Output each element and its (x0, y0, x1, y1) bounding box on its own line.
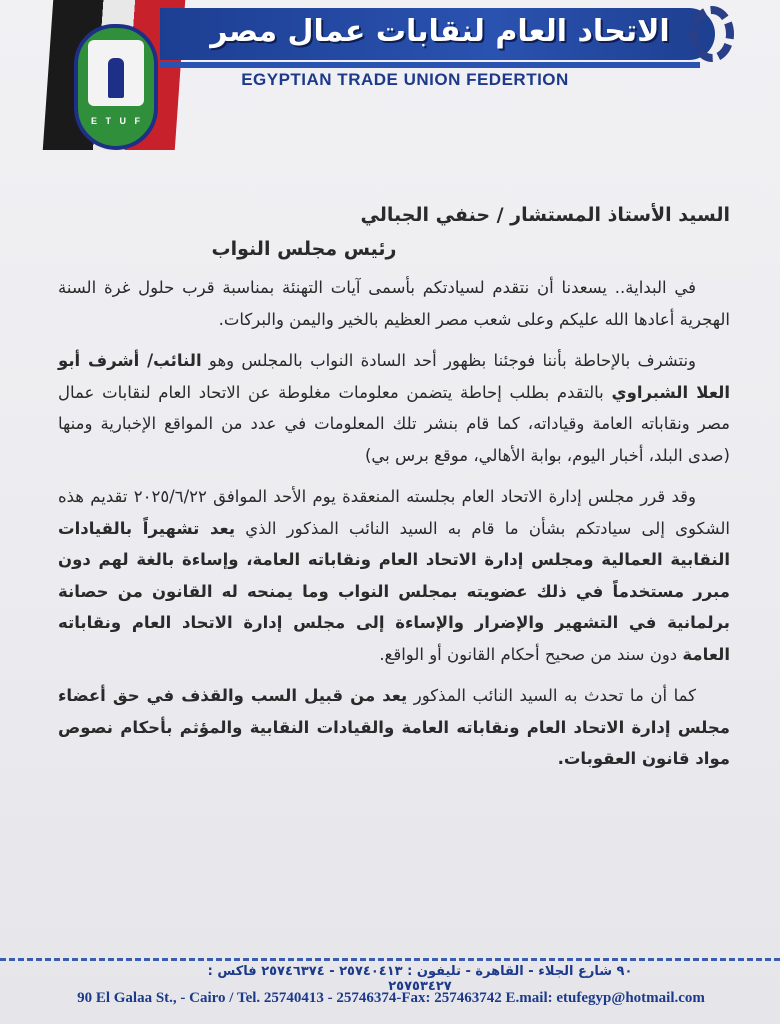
addressee-position: رئيس مجلس النواب (211, 238, 397, 260)
paragraph (58, 481, 730, 670)
letter-body (58, 198, 730, 785)
paragraph-text-bold: النائب/ أشرف أبو العلا الشبراوي (58, 351, 730, 402)
footer-address-arabic: ٩٠ شارع الجلاء - القاهرة - تليفون : ٢٥٧٤٠٤١٣ - ٢٥٧٤٦٣٧٤ فاكس : ٢٥٧٥٣٤٢٧ (207, 964, 633, 994)
paragraph-text: في البداية.. يسعدنا أن نتقدم لسيادتكم بأسمى آيات التهنئة بمناسبة قرب حلول غرة السنة الهجرية أعادها الله عليكم وعلى شعب مصر العظيم بالخير واليمن والبركات. (58, 278, 730, 329)
paragraph-text: كما أن ما تحدث به السيد النائب المذكور (407, 686, 696, 705)
header-title-english: EGYPTIAN TRADE UNION FEDERTION (241, 70, 569, 89)
footer-address-english: 90 El Galaa St., - Cairo / Tel. 25740413 - 25746374-Fax: 257463742 E.mail: etufegyp@hotmail.com (77, 990, 705, 1006)
paragraph-text: وقد قرر مجلس إدارة الاتحاد العام بجلسته المنعقدة يوم الأحد الموافق ٢٠٢٥/٦/٢٢ تقديم هذه الشكوى إلى سيادتكم بشأن ما قام به السيد النائب المذكور الذي (58, 487, 730, 538)
header-stripe (160, 62, 700, 68)
paragraph-text: دون سند من صحيح أحكام القانون أو الواقع. (379, 644, 683, 664)
paragraph (58, 345, 730, 471)
paragraph-text-bold: يعد تشهيراً بالقيادات النقابية العمالية ومجلس إدارة الاتحاد العام ونقاباته العامة، وإساءة بالغة لهم دون مبرر مستخدماً في ذلك عضويته بمجلس النواب وما يمنحه له القانون من حصانة برلمانية في التشهير والإضرار والإساءة إلى مجلس إدارة الاتحاد العام ونقاباته العامة (58, 518, 730, 664)
paragraph-text: ونتشرف بالإحاطة بأننا فوجئنا بظهور أحد السادة النواب بالمجلس وهو (201, 351, 697, 370)
gear-icon (690, 6, 734, 62)
addressee-salutation: السيد الأستاذ المستشار / حنفي الجبالي (360, 204, 730, 226)
fist-icon (108, 58, 124, 98)
logo-letters: E T U F (91, 116, 143, 126)
paragraph-text-bold: يعد من قبيل السب والقذف في حق أعضاء مجلس إدارة الاتحاد العام ونقاباته العامة والقيادات النقابية والمؤثم بأحكام نصوص مواد قانون العقوبات. (58, 686, 730, 768)
logo-emblem (88, 40, 144, 106)
paragraph (58, 680, 730, 775)
paragraph-text: بالتقدم بطلب إحاطة يتضمن معلومات مغلوطة عن الاتحاد العام لنقابات عمال مصر ونقاباته العامة وقياداته، كما قام بنشر تلك المعلومات في عدد من المواقع الإخبارية ومنها (صدى البلد، أخبار اليوم، بوابة الأهالي، موقع برس بي) (58, 382, 730, 465)
paragraph (58, 272, 730, 335)
etuf-logo (74, 24, 158, 150)
footer-divider (0, 958, 780, 961)
header-title-arabic: الاتحاد العام لنقابات عمال مصر (210, 14, 670, 49)
